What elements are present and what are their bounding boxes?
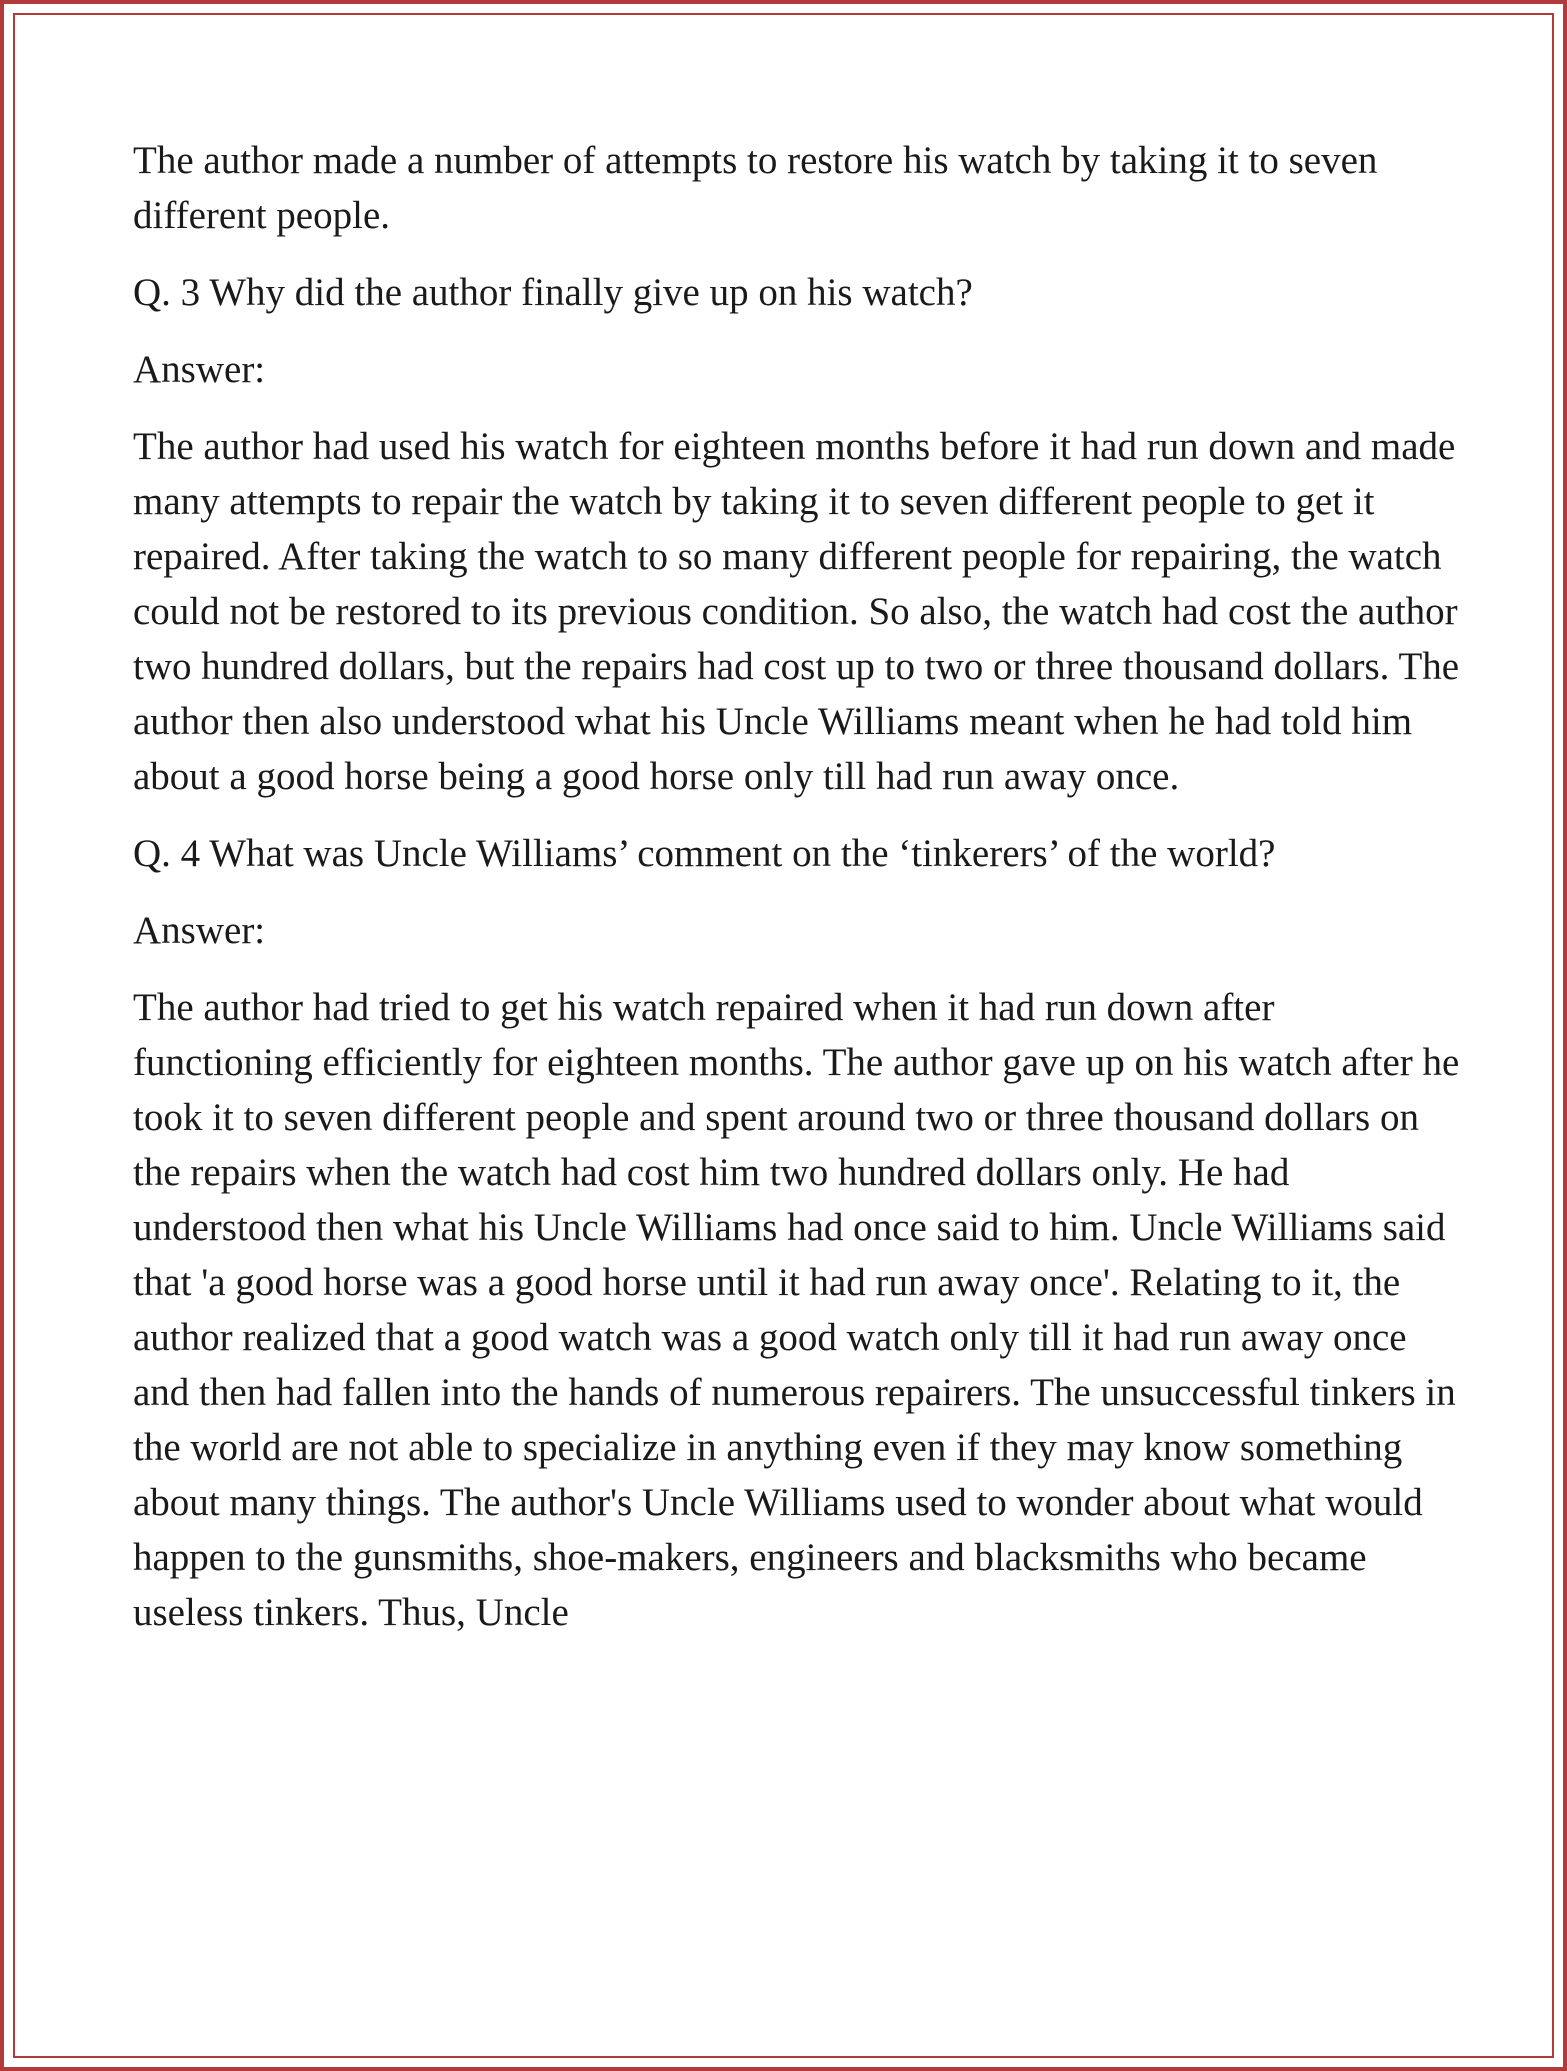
answer-label-4: Answer: bbox=[133, 909, 266, 952]
question-3: Q. 3 Why did the author finally give up on his watch? bbox=[133, 271, 973, 314]
paragraph-intro: The author made a number of attempts to restore his watch by taking it to seven different people. bbox=[133, 139, 1378, 237]
answer-label-3: Answer: bbox=[133, 348, 266, 391]
answer-3-text: The author had used his watch for eighteen months before it had run down and made many attempts to repair the watch by taking it to seven different people to get it repaired. After taking the watch to so many different people for repairing, the watch could not be restored to its previous condition. So also, the watch had cost the author two hundred dollars, but the repairs had cost up to two or three thousand dollars. The author then also understood what his Uncle Williams meant when he had told him about a good horse being a good horse only till had run away once. bbox=[133, 425, 1460, 798]
answer-4-text: The author had tried to get his watch repaired when it had run down after functioning efficiently for eighteen months. The author gave up on his watch after he took it to seven different people and spent around two or three thousand dollars on the repairs when the watch had cost him two hundred dollars only. He had understood then what his Uncle Williams had once said to him. Uncle Williams said that 'a good horse was a good horse until it had run away once'. Relating to it, the author realized that a good watch was a good watch only till it had run away once and then had fallen into the hands of numerous repairers. The unsuccessful tinkers in the world are not able to specialize in anything even if they may know something about many things. The author's Uncle Williams used to wonder about what would happen to the gunsmiths, shoe-makers, engineers and blacksmiths who became useless tinkers. Thus, Uncle bbox=[133, 986, 1460, 1634]
document-body bbox=[133, 133, 1463, 1662]
question-4: Q. 4 What was Uncle Williams’ comment on the ‘tinkerers’ of the world? bbox=[133, 832, 1276, 875]
